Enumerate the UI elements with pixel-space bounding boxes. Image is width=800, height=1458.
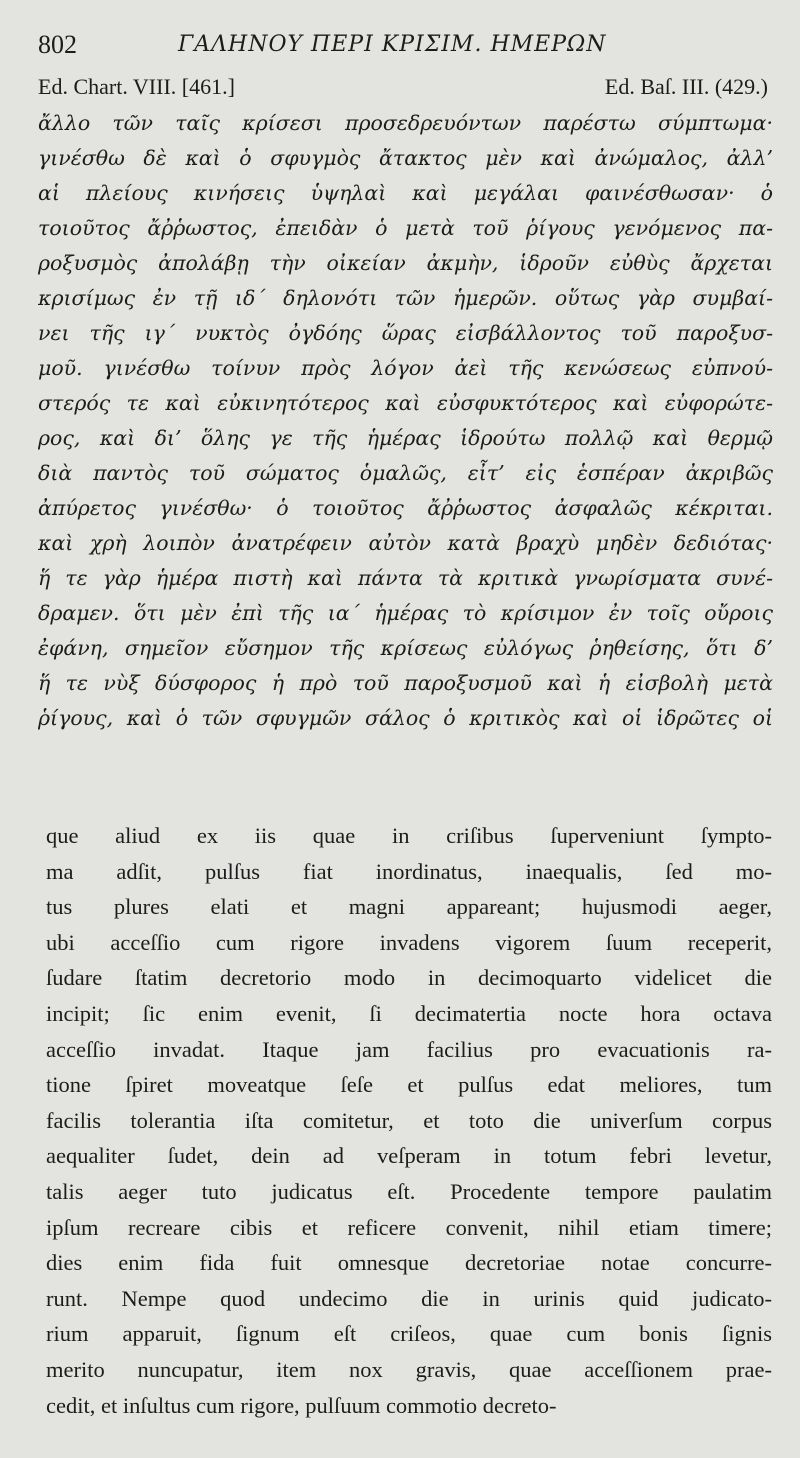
greek-text-line: ἥ τε γὰρ ἡμέρα πιστὴ καὶ πάντα τὰ κριτικὰ γνωρίσματα συνέ-: [38, 566, 773, 590]
edition-chartier-ref: Ed. Chart. VIII. [461.]: [38, 74, 235, 99]
greek-text-line: καὶ χρὴ λοιπὸν ἀνατρέφειν αὐτὸν κατὰ βραχὺ μηδὲν δεδιότας·: [38, 531, 773, 555]
page-header: [38, 30, 768, 66]
greek-text-line: ἥ τε νὺξ δύσφορος ἡ πρὸ τοῦ παροξυσμοῦ καὶ ἡ εἰσβολὴ μετὰ: [38, 671, 773, 695]
latin-text-line: runt. Nempe quod undecimo die in urinis quid judicato-: [46, 1285, 772, 1311]
greek-text-line: γινέσθω δὲ καὶ ὁ σφυγμὸς ἄτακτος μὲν καὶ ἀνώμαλος, ἀλλ’: [38, 146, 773, 170]
latin-text-line: acceſſio invadat. Itaque jam facilius pro evacuationis ra-: [46, 1036, 772, 1062]
greek-text-line: ρος, καὶ δι’ ὅλης γε τῆς ἡμέρας ἱδρούτω πολλῷ καὶ θερμῷ: [38, 426, 773, 450]
greek-text-line: δραμεν. ὅτι μὲν ἐπὶ τῆς ια΄ ἡμέρας τὸ κρίσιμον ἐν τοῖς οὔροις: [38, 601, 773, 625]
latin-text-line: cedit, et inſultus cum rigore, pulſuum commotio decreto-: [46, 1392, 557, 1418]
latin-text-line: dies enim fida fuit omnesque decretoriae notae concurre-: [46, 1250, 772, 1276]
latin-text-line: merito nuncupatur, item nox gravis, quae acceſſionem prae-: [46, 1356, 772, 1382]
edition-reference-row: [38, 74, 768, 104]
latin-text-line: ma adſit, pulſus fiat inordinatus, inaequalis, ſed mo-: [46, 858, 772, 884]
greek-text-line: στερός τε καὶ εὐκινητότερος καὶ εὐσφυκτότερος καὶ εὐφορώτε-: [38, 391, 773, 415]
greek-text-line: ῥίγους, καὶ ὁ τῶν σφυγμῶν σάλος ὁ κριτικὸς καὶ οἱ ἱδρῶτες οἱ: [38, 706, 773, 730]
greek-text-line: τοιοῦτος ἄῤῥωστος, ἐπειδὰν ὁ μετὰ τοῦ ῥίγους γενόμενος πα-: [38, 216, 773, 240]
latin-text-block: [46, 818, 772, 1423]
latin-text-line: rium apparuit, ſignum eſt criſeos, quae cum bonis ſignis: [46, 1321, 772, 1347]
greek-text-line: ἀπύρετος γινέσθω· ὁ τοιοῦτος ἄῤῥωστος ἀσφαλῶς κέκριται.: [38, 496, 773, 520]
latin-text-line: que aliud ex iis quae in criſibus ſuperveniunt ſympto-: [46, 823, 772, 848]
running-title: ΓΑΛΗΝΟΥ ΠΕΡΙ ΚΡΙΣΙΜ. ΗΜΕΡΩΝ: [178, 32, 607, 57]
latin-text-line: incipit; ſic enim evenit, ſi decimatertia nocte hora octava: [46, 1000, 772, 1026]
greek-text-block: [38, 106, 773, 736]
greek-text-line: νει τῆς ιγ΄ νυκτὸς ὀγδόης ὥρας εἰσβάλλοντος τοῦ παροξυσ-: [38, 321, 773, 345]
latin-text-line: ipſum recreare cibis et reficere convenit, nihil etiam timere;: [46, 1214, 772, 1240]
greek-text-line: αἱ πλείους κινήσεις ὑψηλαὶ καὶ μεγάλαι φαινέσθωσαν· ὁ: [38, 181, 773, 205]
latin-text-line: tus plures elati et magni appareant; hujusmodi aeger,: [46, 894, 772, 920]
latin-text-line: aequaliter ſudet, dein ad veſperam in totum febri levetur,: [46, 1143, 772, 1169]
latin-text-line: ubi acceſſio cum rigore invadens vigorem ſuum receperit,: [46, 929, 772, 955]
greek-text-line: διὰ παντὸς τοῦ σώματος ὁμαλῶς, εἶτ’ εἰς ἑσπέραν ἀκριβῶς: [38, 461, 773, 485]
greek-text-line: ἄλλο τῶν ταῖς κρίσεσι προσεδρευόντων παρέστω σύμπτωμα·: [38, 111, 773, 135]
greek-text-line: ἐφάνη, σημεῖον εὔσημον τῆς κρίσεως εὐλόγως ῥηθείσης, ὅτι δ’: [38, 636, 773, 660]
latin-text-line: facilis tolerantia iſta comitetur, et toto die univerſum corpus: [46, 1107, 772, 1133]
greek-text-line: ροξυσμὸς ἀπολάβῃ τὴν οἰκείαν ἀκμὴν, ἱδροῦν εὐθὺς ἄρχεται: [38, 251, 773, 275]
greek-text-line: μοῦ. γινέσθω τοίνυν πρὸς λόγον ἀεὶ τῆς κενώσεως εὐπνού-: [38, 356, 773, 380]
edition-basel-ref: Ed. Baſ. III. (429.): [604, 74, 768, 99]
latin-text-line: talis aeger tuto judicatus eſt. Procedente tempore paulatim: [46, 1178, 772, 1204]
greek-text-line: κρισίμως ἐν τῇ ιδ΄ δηλονότι τῶν ἡμερῶν. οὕτως γὰρ συμβαί-: [38, 286, 773, 310]
latin-text-line: tione ſpiret moveatque ſeſe et pulſus edat meliores, tum: [46, 1072, 772, 1098]
page-number: 802: [38, 30, 77, 59]
latin-text-line: ſudare ſtatim decretorio modo in decimoquarto videlicet die: [46, 965, 772, 991]
